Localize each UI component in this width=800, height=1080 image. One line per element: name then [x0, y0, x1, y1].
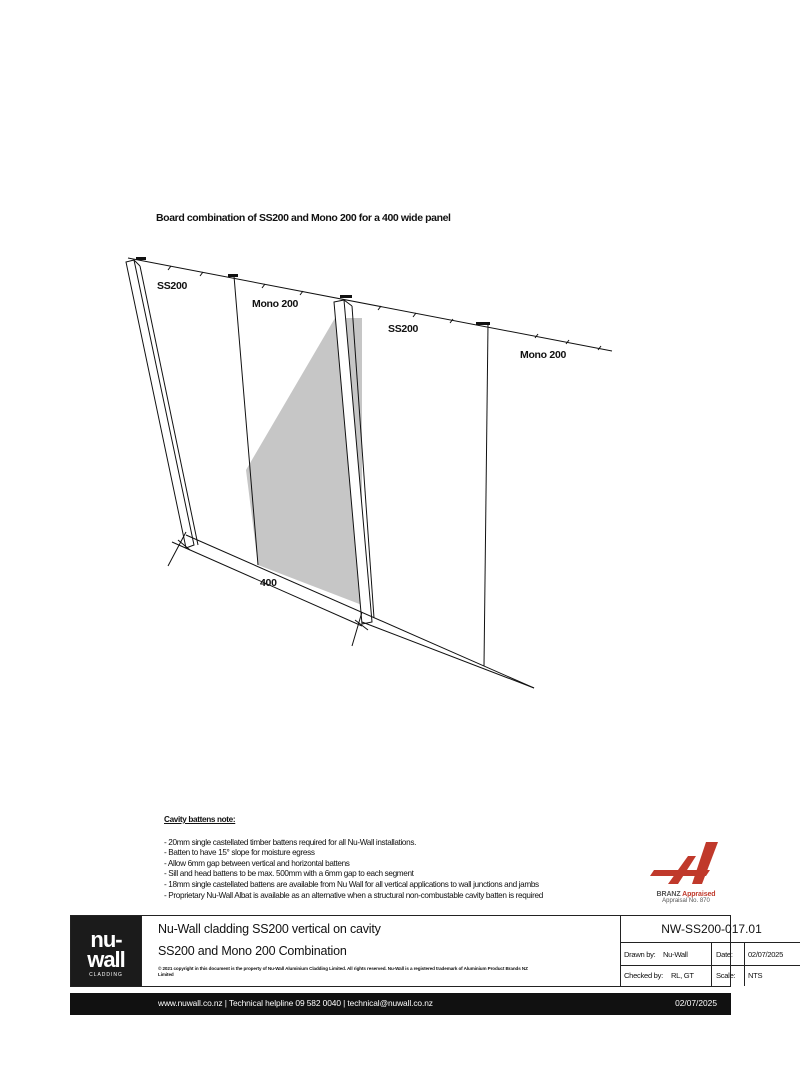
note-item: - 20mm single castellated timber battens required for all Nu-Wall installations. — [164, 837, 417, 847]
appraisal-number: Appraisal No. 870 — [662, 898, 710, 904]
note-item: - Proprietary Nu-Wall Albat is available as an alternative when a structural non-combustable cavity batten is required — [164, 890, 543, 900]
note-item: - Batten to have 15° slope for moisture egress — [164, 848, 315, 858]
drawn-by-value: Nu-Wall — [663, 950, 688, 959]
branz-appraised: Appraised — [682, 891, 716, 898]
drawing-title-line2: SS200 and Mono 200 Combination — [158, 944, 347, 958]
footer-date: 02/07/2025 — [675, 998, 717, 1008]
project-info — [141, 916, 621, 986]
logo-line1: nu- — [90, 927, 122, 952]
logo-line3: CLADDING — [89, 972, 123, 978]
cavity-battens-notes — [164, 815, 543, 901]
drawing-title-line1: Nu-Wall cladding SS200 vertical on cavity — [158, 922, 381, 936]
title-block — [70, 915, 784, 987]
note-item: - Allow 6mm gap between vertical and horizontal battens — [164, 858, 350, 868]
scale-value: NTS — [748, 971, 763, 980]
logo-line2: wall — [87, 947, 125, 972]
note-item: - Sill and head battens to be max. 500mm with a 6mm gap to each segment — [164, 869, 414, 879]
label-mono200-right: Mono 200 — [520, 349, 567, 361]
footer-bar — [70, 993, 731, 1015]
branz-logo-icon — [648, 840, 724, 886]
footer-contact: www.nuwall.co.nz | Technical helpline 09 582 0040 | technical@nuwall.co.nz — [158, 998, 433, 1008]
drawing-code: NW-SS200-017.01 — [621, 916, 800, 943]
date-label: Date: — [716, 950, 733, 959]
note-item: - 18mm single castellated battens are available from Nu Wall for all vertical applications to wall junctions and jambs — [164, 879, 539, 889]
label-ss200-right: SS200 — [388, 323, 419, 335]
label-ss200-left: SS200 — [157, 280, 188, 292]
checked-by-label: Checked by: — [624, 971, 663, 980]
drawn-by-label: Drawn by: — [624, 950, 656, 959]
drawing-title: Board combination of SS200 and Mono 200 for a 400 wide panel — [156, 212, 451, 224]
branz-appraised-badge — [648, 840, 724, 904]
checked-by-value: RL, GT — [671, 971, 694, 980]
scale-label: Scale: — [716, 971, 736, 980]
notes-heading: Cavity battens note: — [164, 815, 236, 824]
dimension-label: 400 — [260, 577, 277, 589]
branz-brand: BRANZ — [656, 891, 681, 898]
left-post — [126, 260, 198, 548]
nu-wall-logo — [71, 916, 141, 986]
drawing-meta — [621, 916, 784, 986]
label-mono200-left: Mono 200 — [252, 298, 299, 310]
date-value: 02/07/2025 — [748, 950, 784, 959]
copyright-text: © 2021 copyright in this document is the property of Nu-Wall Aluminium Cladding Limited. All rights reserved. Nu-Wall is a registered trademark of Aluminium Product Brands NZ Limited — [158, 966, 528, 977]
